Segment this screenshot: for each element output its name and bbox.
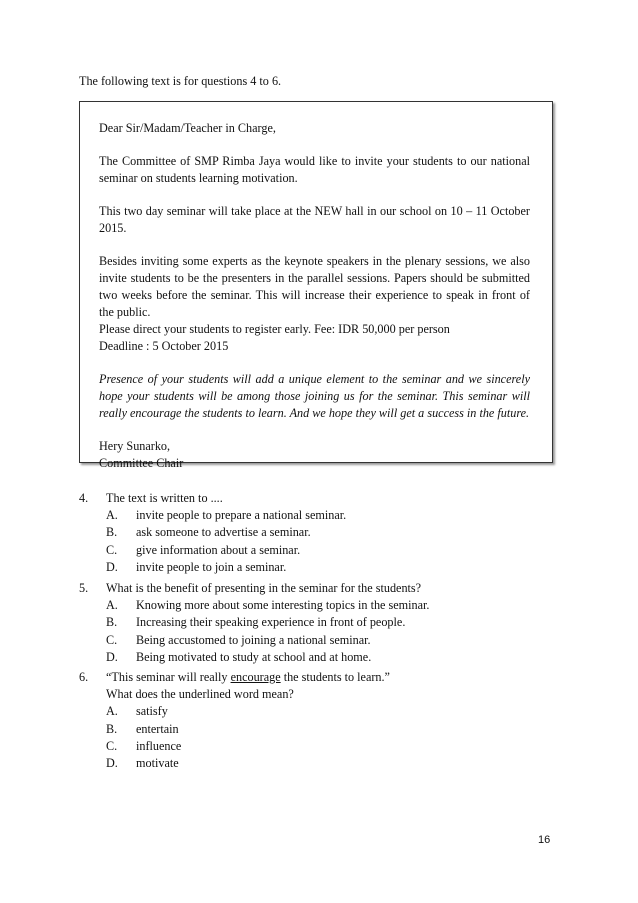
invitation-letter-box	[79, 101, 553, 470]
question-quote	[106, 669, 390, 686]
option-text: entertain	[136, 721, 179, 736]
option	[106, 559, 559, 576]
letter-deadline: Deadline : 5 October 2015	[99, 339, 229, 353]
option-text: Being accustomed to joining a national seminar.	[136, 632, 371, 647]
underlined-word: encourage	[230, 670, 281, 684]
question-text: What is the benefit of presenting in the seminar for the students?	[106, 581, 422, 595]
question-number: 6.	[79, 670, 89, 684]
quote-start: “This seminar will really	[106, 670, 231, 684]
quote-end: the students to learn.”	[280, 670, 390, 684]
option-text: satisfy	[136, 704, 168, 719]
option-letter: C.	[106, 542, 118, 557]
option	[106, 632, 559, 649]
option	[106, 738, 559, 755]
option-letter: D.	[106, 756, 118, 771]
option-letter: C.	[106, 738, 118, 753]
question-text: The text is written to ....	[106, 491, 223, 505]
option-letter: D.	[106, 649, 118, 664]
option-letter: D.	[106, 559, 118, 574]
letter-salutation: Dear Sir/Madam/Teacher in Charge,	[99, 121, 276, 135]
option-text: influence	[136, 738, 182, 753]
option-text: invite people to prepare a national seminar.	[136, 508, 347, 523]
option-text: Increasing their speaking experience in front of people.	[136, 615, 406, 630]
option-letter: A.	[106, 508, 118, 523]
option-letter: A.	[106, 704, 118, 719]
option-text: invite people to join a seminar.	[136, 559, 287, 574]
letter-paragraph: The Committee of SMP Rimba Jaya would like to invite your students to our national seminar on students learning motivation.	[99, 154, 530, 185]
option	[106, 597, 559, 614]
option-text: give information about a seminar.	[136, 542, 301, 557]
option	[106, 542, 559, 559]
option	[106, 649, 559, 666]
option	[106, 614, 559, 631]
letter-signer-title: Committee Chair	[99, 456, 184, 470]
option	[106, 524, 559, 541]
option-letter: A.	[106, 598, 118, 613]
option-letter: B.	[106, 721, 118, 736]
option-letter: B.	[106, 525, 118, 540]
question-6	[79, 669, 559, 772]
page-number: 16	[538, 834, 551, 846]
question-text: What does the underlined word mean?	[106, 687, 294, 702]
letter-closing-paragraph: Presence of your students will add a unique element to the seminar and we sincerely hope your students will be among those joining us for the seminar. This seminar will really encourage the students to learn. And we hope they will get a success in the future.	[99, 372, 530, 420]
option	[106, 721, 559, 738]
letter-paragraph: This two day seminar will take place at the NEW hall in our school on 10 – 11 October 2015.	[99, 204, 530, 235]
option-text: motivate	[136, 756, 179, 771]
option-letter: C.	[106, 632, 118, 647]
option	[106, 755, 559, 772]
question-number: 4.	[79, 491, 89, 505]
questions-intro: The following text is for questions 4 to 6.	[79, 74, 282, 88]
letter-paragraph: Besides inviting some experts as the keynote speakers in the plenary sessions, we also invite students to be the presenters in the parallel sessions. Papers should be submitted two weeks before the seminar. This will increase their experience to speak in front of the public.	[99, 254, 530, 319]
option-text: Being motivated to study at school and at home.	[136, 649, 372, 664]
letter-fee: Please direct your students to register early. Fee: IDR 50,000 per person	[99, 322, 450, 336]
letter-signer: Hery Sunarko,	[99, 439, 171, 453]
option	[106, 507, 559, 524]
option-text: ask someone to advertise a seminar.	[136, 525, 311, 540]
option	[106, 703, 559, 720]
option-letter: B.	[106, 615, 118, 630]
question-4	[79, 490, 559, 576]
option-text: Knowing more about some interesting topics in the seminar.	[136, 598, 430, 613]
question-number: 5.	[79, 581, 89, 595]
question-5	[79, 580, 559, 666]
